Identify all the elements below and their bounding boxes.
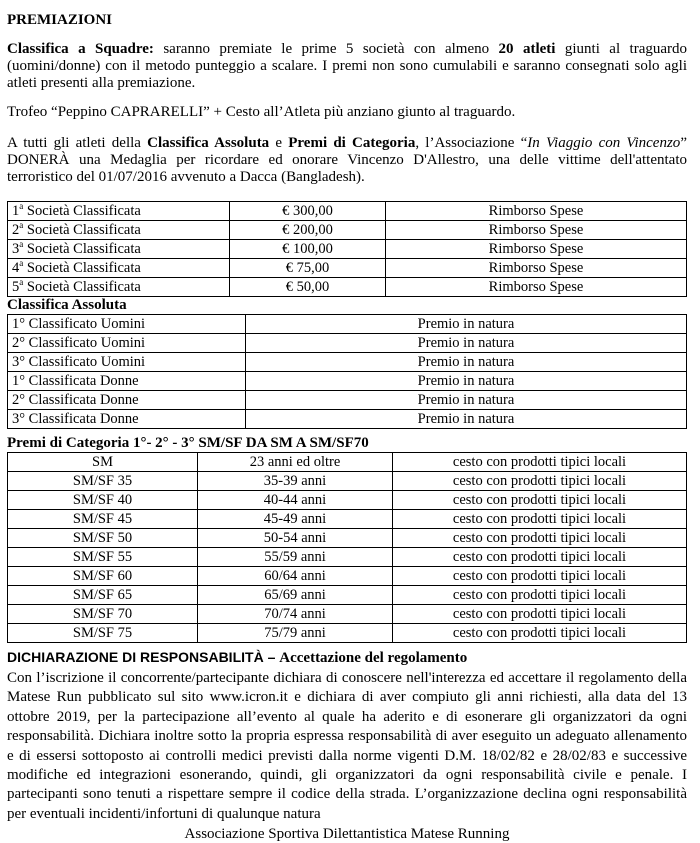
team-rank-cell: 5$^a$ Società Classificata — [8, 278, 230, 297]
table-row — [8, 472, 687, 491]
category-cell: SM/SF 35 — [8, 472, 198, 491]
age-range-cell: 75/79 anni — [198, 624, 393, 643]
team-rank-cell: 4$^a$ Società Classificata — [8, 259, 230, 278]
assoluta-label-cell: 3° Classificata Donne — [8, 410, 246, 429]
age-range-cell: 60/64 anni — [198, 567, 393, 586]
age-range-cell: 23 anni ed oltre — [198, 453, 393, 472]
team-prizes-table — [7, 201, 687, 297]
age-range-cell: 35-39 anni — [198, 472, 393, 491]
assoluta-label-cell: 1° Classificata Donne — [8, 372, 246, 391]
table-row — [8, 586, 687, 605]
category-cell: SM/SF 65 — [8, 586, 198, 605]
table-row — [8, 334, 687, 353]
category-cell: SM/SF 55 — [8, 548, 198, 567]
trophy-paragraph: Trofeo “Peppino CAPRARELLI” + Cesto all’Atleta più anziano giunto al traguardo. — [7, 104, 516, 120]
assoluta-prize-cell: Premio in natura — [246, 391, 687, 410]
category-prize-cell: cesto con prodotti tipici locali — [393, 624, 687, 643]
table-row — [8, 605, 687, 624]
team-amount-cell: € 300,00 — [230, 202, 386, 221]
footer-line: Associazione Sportiva Dilettantistica Matese Running — [184, 826, 510, 843]
category-prize-cell: cesto con prodotti tipici locali — [393, 548, 687, 567]
assoluta-table — [7, 314, 687, 429]
team-prize-cell: Rimborso Spese — [386, 202, 687, 221]
assoluta-prize-cell: Premio in natura — [246, 315, 687, 334]
team-amount-cell: € 100,00 — [230, 240, 386, 259]
category-cell: SM/SF 70 — [8, 605, 198, 624]
table-row — [8, 548, 687, 567]
category-cell: SM/SF 40 — [8, 491, 198, 510]
team-prize-cell: Rimborso Spese — [386, 240, 687, 259]
table-row — [8, 410, 687, 429]
page-title: PREMIAZIONI — [7, 12, 113, 28]
table-row — [8, 624, 687, 643]
team-prize-cell: Rimborso Spese — [386, 259, 687, 278]
categoria-heading: Premi di Categoria 1°- 2° - 3° SM/SF DA SM A SM/SF70 — [7, 435, 369, 451]
category-prize-cell: cesto con prodotti tipici locali — [393, 453, 687, 472]
medal-paragraph: A tutti gli atleti della Classifica Assoluta e Premi di Categoria, l’Associazione “In Viaggio con Vincenzo” DONERÀ una Medaglia per ricordare ed onorare Vincenzo D'Allestro, una delle vittime dell'attentato terroristico del 01/07/2016 avvenuto a Dacca (Bangladesh). — [7, 135, 687, 185]
team-amount-cell: € 75,00 — [230, 259, 386, 278]
category-prize-cell: cesto con prodotti tipici locali — [393, 605, 687, 624]
table-row — [8, 315, 687, 334]
table-row — [8, 240, 687, 259]
age-range-cell: 70/74 anni — [198, 605, 393, 624]
assoluta-prize-cell: Premio in natura — [246, 410, 687, 429]
category-cell: SM/SF 45 — [8, 510, 198, 529]
team-amount-cell: € 200,00 — [230, 221, 386, 240]
category-prize-cell: cesto con prodotti tipici locali — [393, 472, 687, 491]
team-amount-cell: € 50,00 — [230, 278, 386, 297]
assoluta-heading: Classifica Assoluta — [7, 297, 127, 313]
category-cell: SM/SF 75 — [8, 624, 198, 643]
team-rank-cell: 1$^a$ Società Classificata — [8, 202, 230, 221]
category-cell: SM/SF 60 — [8, 567, 198, 586]
team-rank-cell: 3$^a$ Società Classificata — [8, 240, 230, 259]
category-prize-cell: cesto con prodotti tipici locali — [393, 510, 687, 529]
table-row — [8, 372, 687, 391]
table-row — [8, 202, 687, 221]
table-row — [8, 353, 687, 372]
table-row — [8, 453, 687, 472]
category-prize-cell: cesto con prodotti tipici locali — [393, 567, 687, 586]
document-page — [7, 12, 687, 843]
declaration-heading: DICHIARAZIONE DI RESPONSABILITÀ – Accettazione del regolamento — [7, 649, 468, 666]
team-classification-paragraph: Classifica a Squadre: saranno premiate le prime 5 società con almeno 20 atleti giunti al traguardo (uomini/donne) con il metodo punteggio a scalare. I premi non sono cumulabili e saranno consegnati solo agli atleti presenti alla premiazione. — [7, 41, 688, 91]
assoluta-prize-cell: Premio in natura — [246, 372, 687, 391]
assoluta-label-cell: 2° Classificata Donne — [8, 391, 246, 410]
table-row — [8, 491, 687, 510]
age-range-cell: 65/69 anni — [198, 586, 393, 605]
team-rank-cell: 2$^a$ Società Classificata — [8, 221, 230, 240]
team-prize-cell: Rimborso Spese — [386, 278, 687, 297]
table-row — [8, 391, 687, 410]
category-prize-cell: cesto con prodotti tipici locali — [393, 529, 687, 548]
assoluta-label-cell: 1° Classificato Uomini — [8, 315, 246, 334]
category-prize-cell: cesto con prodotti tipici locali — [393, 586, 687, 605]
age-range-cell: 50-54 anni — [198, 529, 393, 548]
assoluta-label-cell: 3° Classificato Uomini — [8, 353, 246, 372]
age-range-cell: 40-44 anni — [198, 491, 393, 510]
category-cell: SM/SF 50 — [8, 529, 198, 548]
category-prize-cell: cesto con prodotti tipici locali — [393, 491, 687, 510]
table-row — [8, 510, 687, 529]
assoluta-prize-cell: Premio in natura — [246, 334, 687, 353]
table-row — [8, 221, 687, 240]
team-classification-label: Classifica a Squadre: — [7, 41, 154, 57]
table-row — [8, 259, 687, 278]
table-row — [8, 278, 687, 297]
assoluta-label-cell: 2° Classificato Uomini — [8, 334, 246, 353]
table-row — [8, 567, 687, 586]
team-prize-cell: Rimborso Spese — [386, 221, 687, 240]
categoria-table — [7, 452, 687, 643]
category-cell: SM — [8, 453, 198, 472]
declaration-body: Con l’iscrizione il concorrente/partecipante dichiara di conoscere nell'interezza ed accettare il regolamento della Matese Run pubblicato sul sito www.icron.it e dichiara di aver compiuto gli anni richiesti, alla data del 13 ottobre 2019, per la partecipazione all’evento al quale ha aderito e di esonerare gli organizzatori da ogni responsabilità. Dichiara inoltre sotto la propria espressa responsabilità di aver eseguito un adeguato allenamento e di essersi sottoposto ai controlli medici previsti dalla norme vigenti D.M. 18/02/82 e 28/02/83 e successive modifiche ed integrazioni esonerando, quindi, gli organizzatori da ogni responsabilità civile e penale. I partecipanti sono tenuti a rispettare sempre il codice della strada. L’organizzazione declina ogni responsabilità per eventuali incidenti/infortuni di qualunque natura — [7, 670, 687, 822]
table-row — [8, 529, 687, 548]
age-range-cell: 45-49 anni — [198, 510, 393, 529]
age-range-cell: 55/59 anni — [198, 548, 393, 567]
assoluta-prize-cell: Premio in natura — [246, 353, 687, 372]
